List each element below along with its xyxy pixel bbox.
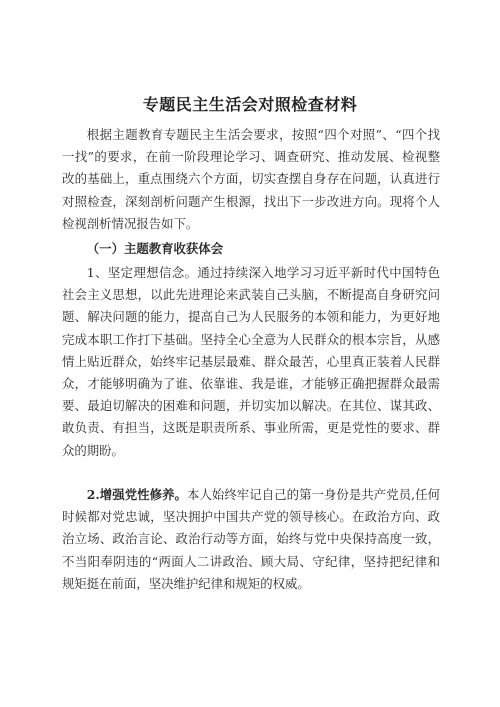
section-heading: （一）主题教育收获体会 bbox=[86, 241, 224, 256]
paragraph-2 bbox=[62, 484, 440, 595]
document-title: 专题民主生活会对照检查材料 bbox=[142, 95, 358, 114]
paragraph-2-lead: 2.增强党性修养。 bbox=[86, 487, 187, 502]
intro-paragraph: 根据主题教育专题民主生活会要求，按照“四个对照”、“四个找一找”的要求，在前一阶段理论学习、调查研究、推动发展、检视整改的基础上，重点围绕六个方面，切实查摆自身存在问题，认真进行对照检查，深刻剖析问题产生根源，找出下一步改进方向。现将个人检视剖析情况报告如下。 bbox=[62, 127, 440, 231]
paragraph-1: 1、坚定理想信念。通过持续深入地学习习近平新时代中国特色社会主义思想，以此先进理论来武装自己头脑，不断提高自身研究问题、解决问题的能力，提高自己为人民服务的本领和能力，为更好地完成本职工作打下基础。坚持全心全意为人民群众的根本宗旨，从感情上贴近群众，始终牢记基层最难、群众最苦，心里真正装着人民群众，才能够明确为了谁、依靠谁、我是谁，才能够正确把握群众最需要、最迫切解决的困难和问题，并切实加以解决。在其位、谋其政、敢负责、有担当，这既是职责所系、事业所需，更是党性的要求、群众的期盼。 bbox=[62, 265, 440, 458]
paragraph-2-body: 本人始终牢记自己的第一身份是共产党员,任何时候都对党忠诚，坚决拥护中国共产党的领导核心。在政治方向、政治立场、政治言论、政治行动等方面，始终与党中央保持高度一致，不当阳奉阴违的“两面人二讲政治、顾大局、守纪律，坚持把纪律和规矩挺在前面，坚决维护纪律和规矩的权威。 bbox=[62, 487, 440, 591]
